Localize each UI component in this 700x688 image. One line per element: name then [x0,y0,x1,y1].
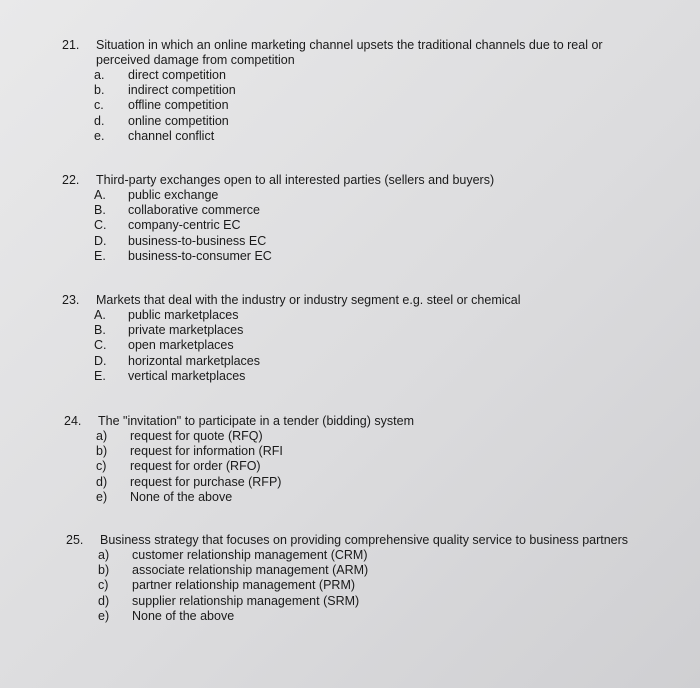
question-number: 21. [62,38,80,52]
question-25: 25. Business strategy that focuses on providing comprehensive quality service to business partners a) customer relationship management (CRM) b) associate relationship management (ARM) c) partner relationship management (PRM) d) supplier relationship management (SRM) e) None of the above [66,533,629,623]
question-stem [96,293,521,308]
question-21: 21. Situation in which an online marketing channel upsets the traditional channels due to real or perceived damage from competition a. direct competition b. indirect competition c. offline competition d. online competition e. channel conflict [62,38,603,143]
stem-line: Third-party exchanges open to all interested parties (sellers and buyers) [96,173,495,187]
stem-line: Markets that deal with the industry or industry segment e.g. steel or chemical [96,293,521,307]
stem-line: Situation in which an online marketing channel upsets the traditional channels due to real or [96,38,603,52]
question-stem [98,414,414,429]
question-number: 23. [62,293,80,307]
question-24: 24. The "invitation" to participate in a tender (bidding) system a) request for quote (RFQ) b) request for information (RFI c) request for order (RFO) d) request for purchase (RFP) e) None of the above [64,414,414,504]
question-stem [96,38,603,68]
question-22: 22. Third-party exchanges open to all interested parties (sellers and buyers) A. public exchange B. collaborative commerce C. company-centric EC D. business-to-business EC E. business-to-consumer EC [62,173,495,263]
question-number: 22. [62,173,80,187]
question-23: 23. Markets that deal with the industry or industry segment e.g. steel or chemical A. public marketplaces B. private marketplaces C. open marketplaces D. horizontal marketplaces E. vertical marketplaces [62,293,521,383]
question-number: 24. [64,414,82,428]
question-stem [100,533,628,548]
stem-line: Business strategy that focuses on providing comprehensive quality service to business partners [100,533,629,547]
question-stem [96,173,494,188]
stem-line: perceived damage from competition [96,53,295,68]
stem-line: The "invitation" to participate in a tender (bidding) system [98,414,414,428]
question-number: 25. [66,533,84,547]
